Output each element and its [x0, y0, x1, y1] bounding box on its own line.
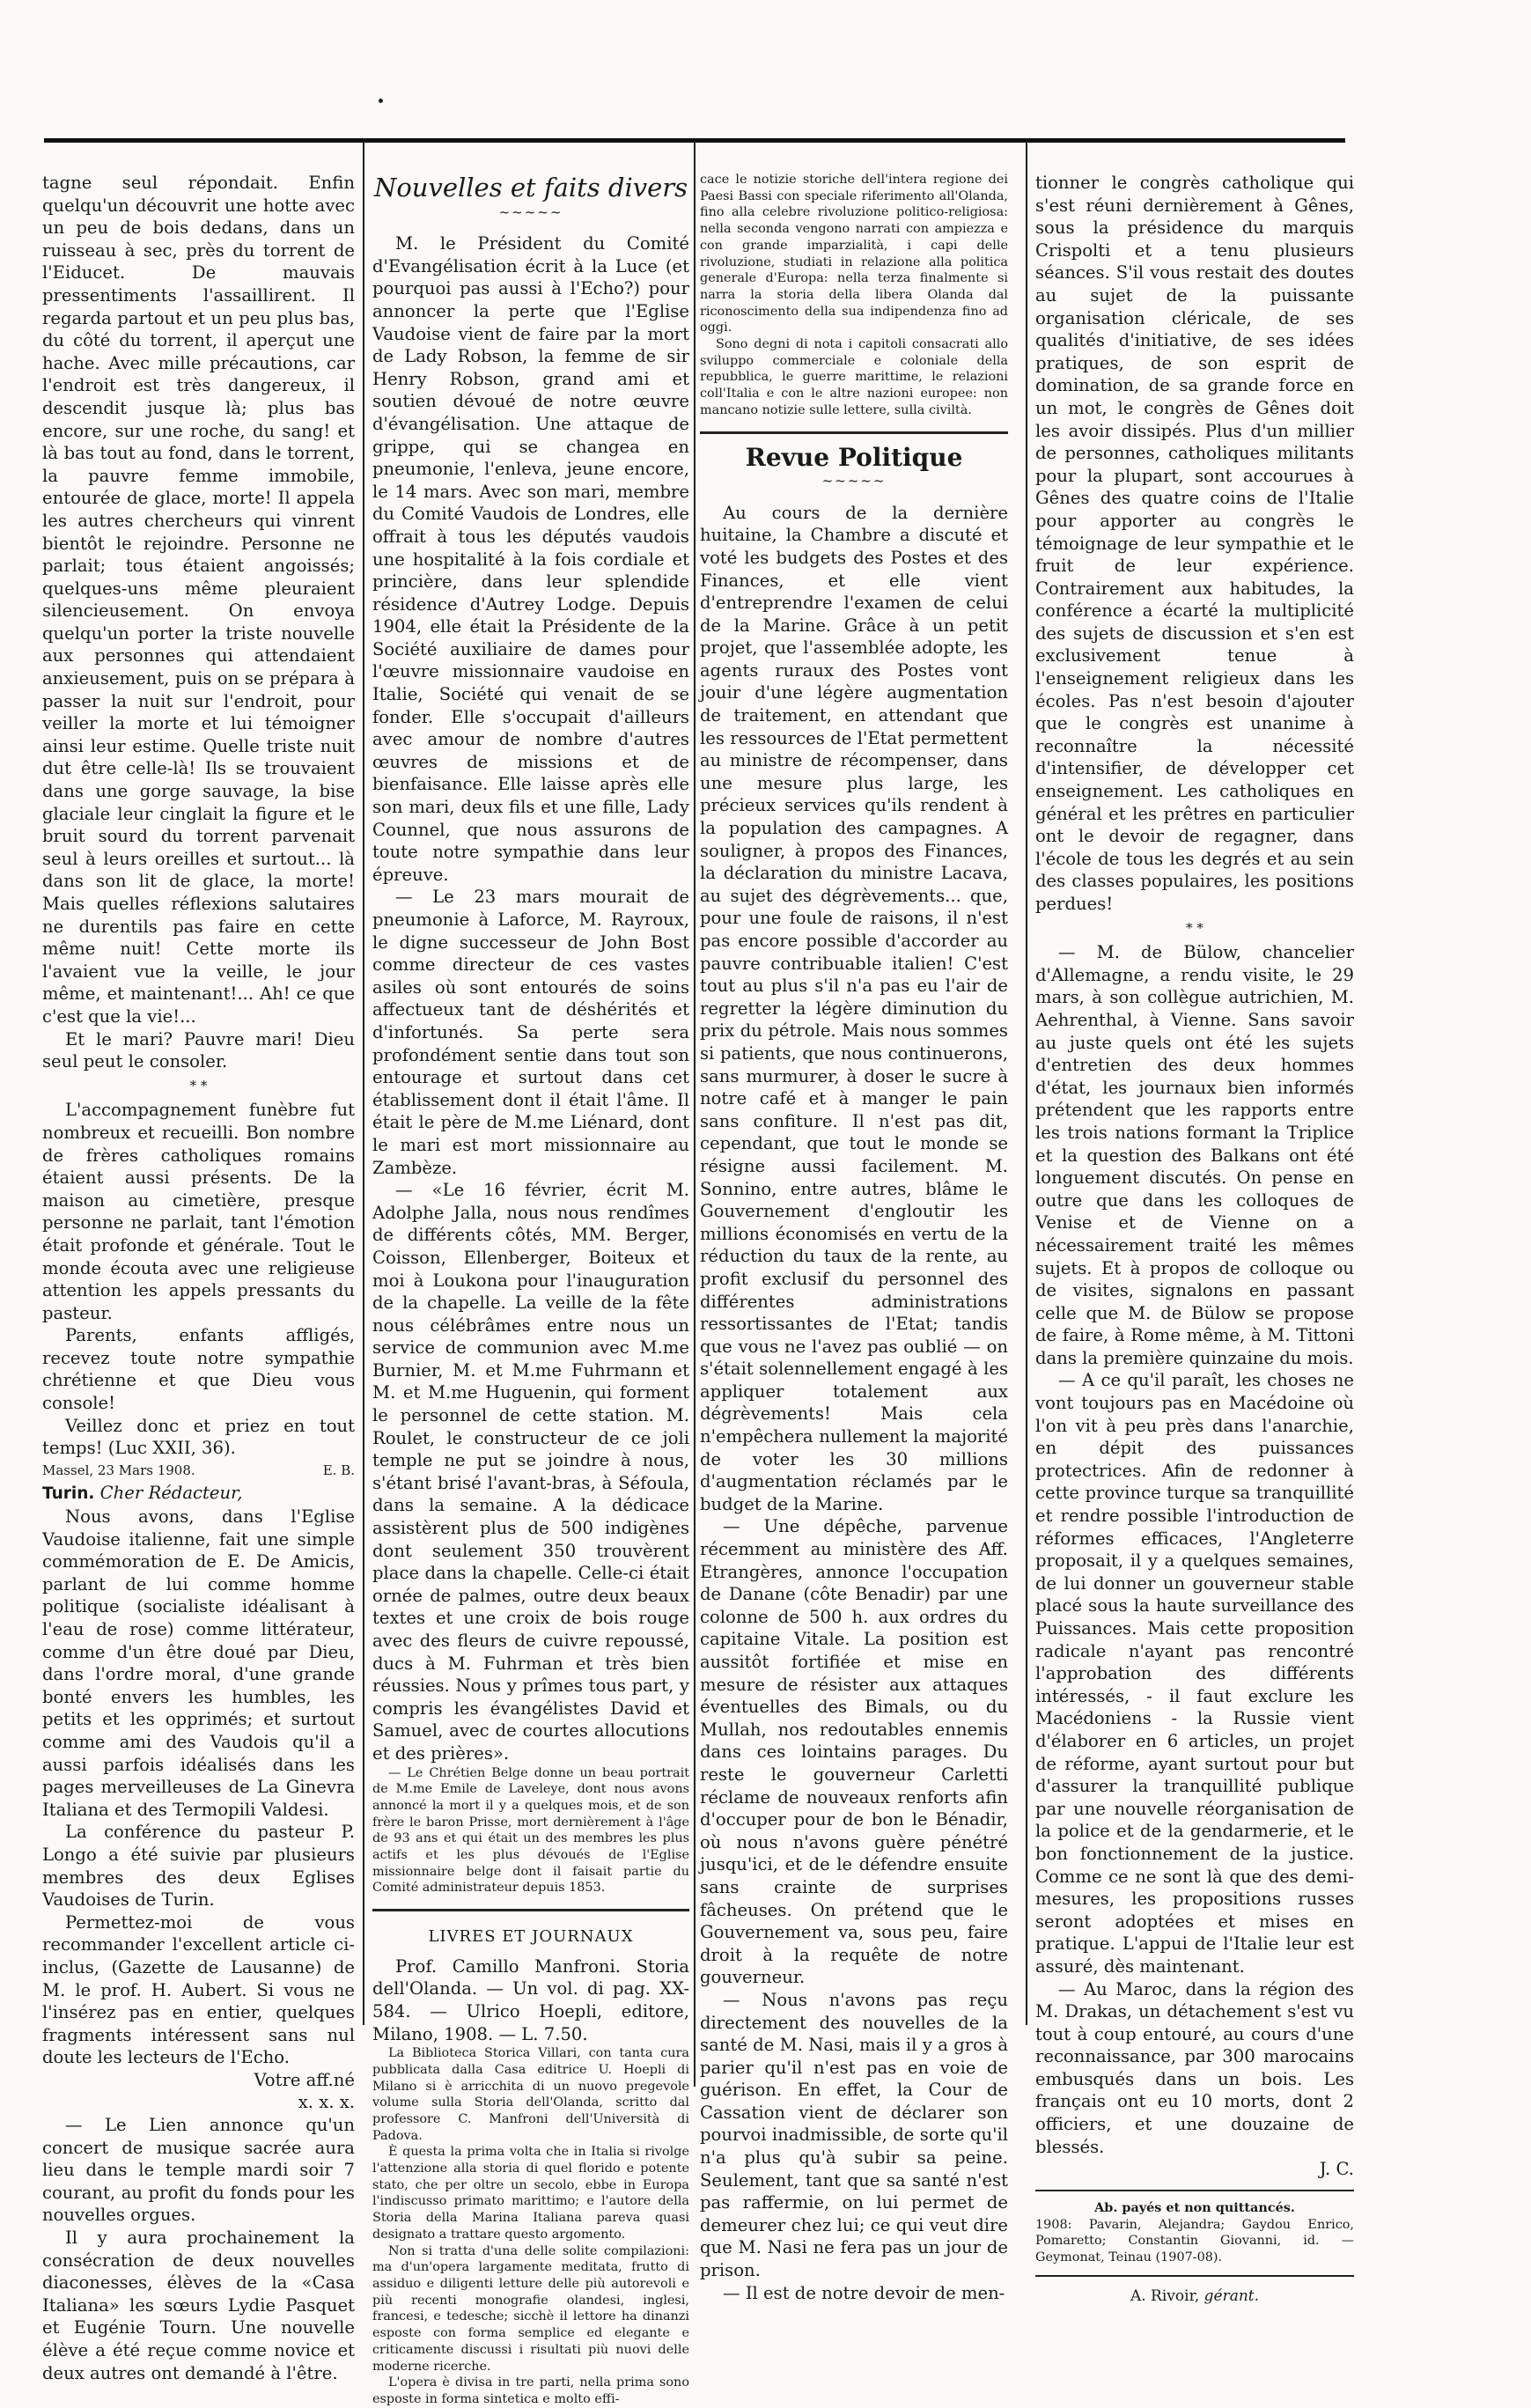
paragraph: M. le Président du Comité d'Evangélisation écrit à la Luce (et pourquoi pas aussi à l'Echo?) pour annoncer la perte que l'Eglise Vaudoise vient de faire par la mort de Lady Robson, la femme de sir Henry Robson, grand ami et soutien dévoué de notre œuvre d'évangélisation. Une attaque de grippe, qui se changea en pneumonie, l'enleva, jeune encore, le 14 mars. Avec son mari, membre du Comité Vaudois de Londres, elle offrait à tous les députés vaudois une hospitalité à la fois cordiale et princière, dans leur splendide résidence d'Autrey Lodge. Depuis 1904, elle était la Présidente de la Société auxiliaire de dames pour l'œuvre missionnaire vaudoise en Italie, Société qui venait de se fonder. Elle s'occupait d'ailleurs avec amour de nombre d'autres œuvres de missions et de bienfaisance. Elle laisse après elle son mari, deux fils et une fille, Lady Counnel, que nous assurons de toute notre sympathie dans leur épreuve. — [372, 233, 689, 885]
closing: Votre aff.né — [254, 2069, 355, 2090]
paragraph: — A ce qu'il paraît, les choses ne vont toujours pas en Macédoine où l'on vit à peu près dans l'anarchie, en dépit des puissances protectrices. Afin de redonner à cette province turque sa tranquillité et rendre possible l'introduction de réformes efficaces, l'Angleterre proposait, il y a quelques semaines, de lui donner un gouverneur stable placé sous la haute surveillance des Puissances. Mais cette proposition radicale n'ayant pas rencontré l'approbation des différents intéressés, - il faut exclure les Macédoniens - la Russie vient d'élaborer en 6 articles, un projet de réforme, ayant surtout pour but d'assurer la tranquillité publique par une nouvelle réorganisation de la police et de la gendarmerie, et le bon fonctionnement de la justice. Comme ce ne sont là que des demi-mesures, les propositions russes seront adoptées et mises en pratique. L'appui de l'Italie leur est assuré, dès maintenant. — [1035, 1370, 1354, 1977]
gerant-name: A. Rivoir, — [1130, 2286, 1200, 2305]
paragraph: — Le Lien annonce qu'un concert de musique sacrée aura lieu dans le temple mardi soir 7 courant, au profit du fonds pour les nouvelles orgues. — [42, 2115, 355, 2226]
paragraph: L'accompagnement funèbre fut nombreux et recueilli. Bon nombre de frères catholiques romains étaient aussi présents. De la maison au cimetière, presque personne ne parlait, tant l'émotion était profonde et générale. Tout le monde écouta avec une religieuse attention les appels pressants du pasteur. — [42, 1100, 355, 1323]
signature-place: Massel, 23 Mars 1908. — [42, 1462, 195, 1478]
book-title: Prof. Camillo Manfroni. Storia dell'Olanda. — Un vol. di pag. XX-584. — Ulrico Hoepli, editore, Milano, 1908. — L. 7.50. — [372, 1955, 689, 2044]
paragraph: — «Le 16 février, écrit M. Adolphe Jalla, nous nous rendîmes de différents côtés, MM. Berger, Coisson, Ellenberger, Boiteux et moi à Loukona pour l'inauguration de la chapelle. La veille de la fête nous célébrâmes entre nous un service de communion avec M.me Burnier, M. et M.me Fuhrmann et M. et M.me Huguenin, qui forment le personnel de cette station. M. Roulet, le constructeur de ce joli temple ne put se joindre à nous, s'étant brisé l'avant-bras, à Séfoula, dans la semaine. A la dédicace assistèrent plus de 500 indigènes dont seulement 350 trouvèrent place dans la chapelle. Celle-ci était ornée de palmes, outre deux beaux textes et une croix de bois rouge avec des fleurs de cuivre repoussé, ducs à M. Fuhrman et très bien réussies. Nous y prîmes tous part, y compris les évangélistes David et Samuel, avec de courtes allocutions et des prières». — [372, 1180, 689, 1764]
paragraph: Et le mari? Pauvre mari! Dieu seul peut le consoler. — [42, 1028, 355, 1072]
paragraph: tionner le congrès catholique qui s'est réuni dernièrement à Gênes, sous la présidence du marquis Crispolti et a tenu plusieurs séances. S'il vous restait des doutes au sujet de la puissante organisation cléricale, de ses qualités d'initiative, de ses idées pratiques, de son esprit de domination, de sa grande force en un mot, le congrès de Gênes doit les avoir dissipés. Plus d'un millier de personnes, catholiques militants pour la plupart, sont accourues à Gênes des quatre coins de l'Italie pour apporter au congrès le témoignage de leur sympathie et le fruit de leur expérience. Contrairement aux habitudes, la conférence a écarté la multiplicité des sujets de discussion et s'en est exclusivement tenue à l'enseignement religieux dans les écoles. Pas n'est besoin d'ajouter que le congrès est unanime à reconnaître la nécessité d'intensifier, de développer cet enseignement. Les catholiques en général et les prêtres en particulier ont le devoir de regagner, dans l'école de tous les degrés et au sein des classes populaires, les positions perdues! — [1035, 173, 1354, 914]
section-heading-revue: Revue Politique — [745, 442, 963, 472]
paragraph: Veillez donc et priez en tout temps! (Luc XXII, 36). — [42, 1415, 355, 1459]
signature-initials: E. B. — [322, 1462, 355, 1478]
article-signature: J. C. — [1319, 2159, 1354, 2180]
paragraph: — Le Chrétien Belge donne un beau portrait de M.me Emile de Laveleye, dont nous avons annoncé la mort il y a quelques mois, et de son frère le baron Prisse, mort dernièrement à l'âge de 93 ans et qui était un des membres les plus actifs et les plus dévoués de l'Eglise missionnaire belge dont il faisait partie du Comité administrateur depuis 1853. — [372, 1765, 689, 1896]
gerant-title: gérant. — [1203, 2286, 1260, 2305]
turin-salutation: Cher Rédacteur, — [99, 1483, 243, 1504]
paragraph: Au cours de la dernière huitaine, la Chambre a discuté et voté les budgets des Postes et des Finances, et elle vient d'entreprendre l'examen de celui de la Marine. Grâce à un petit projet, que l'assemblée adopte, les agents ruraux des Postes vont jouir d'une légère augmentation de traitement, en attendant que les ressources de l'Etat permettent au ministre de récompenser, dans une mesure plus large, les précieux services qu'ils rendent à la population des campagnes. A souligner, à propos des Finances, la déclaration du ministre Lacava, au sujet des dégrèvements... que, pour une foule de raisons, il n'est pas encore possible d'accorder au pauvre contribuable italien! C'est tout au plus s'il n'a pas eu l'air de regretter la légère diminution du prix du pétrole. Mais nous sommes si patients, que nous continuerons, sans murmurer, à doser le sucre à notre café et à manger le pain sans confiture. Il n'est pas dit, cependant, que tout le monde se résigne aussi facilement. M. Sonnino, entre autres, blâme le Gouvernement d'engloutir les millions économisés en vertu de la réduction du taux de la rente, au profit exclusif du personnel des différentes administrations ressortissantes de l'Etat; tandis que vous ne l'avez pas oublié — on s'était solennellement engagé à les appliquer totalement aux dégrèvements! Mais cela n'empêchera nullement la majorité de voter les 30 millions d'augmentation réclamés par le budget de la Marine. — [700, 502, 1008, 1514]
small-print-block — [372, 1765, 689, 1897]
signature-line — [42, 1460, 355, 1483]
paragraph: — Au Maroc, dans la région des M. Drakas, un détachement s'est vu tout à coup entouré, au cours d'une reconnaissance, par 300 marocains embusqués dans un bois. Les français ont eu 10 morts, dont 2 officiers, et une douzaine de blessés. — [1035, 1978, 1354, 2157]
paragraph: Parents, enfants affligés, recevez toute notre sympathie chrétienne et que Dieu vous console! — [42, 1325, 355, 1414]
column-3 — [700, 172, 1008, 2304]
paragraph: Il y aura prochainement la consécration de deux nouvelles diaconesses, élèves de la «Casa Italiana» les sœurs Lydie Pasquet et Eugénie Tourn. Une nouvelle élève a été reçue comme novice et deux autres ont demandé à l'être. — [42, 2228, 355, 2383]
column-1 — [42, 172, 355, 2384]
page-mark — [379, 99, 383, 103]
subscriptions-heading: Ab. payés et non quittancés. — [1094, 2199, 1295, 2215]
book-review — [372, 2045, 689, 2407]
paragraph: — Le 23 mars mourait de pneumonie à Laforce, M. Rayroux, le digne successeur de John Bost comme directeur de ces vastes asiles où sont entourés de soins affectueux tant de déshérités et d'infortunés. Sa perte sera profondément sentie dans tout son entourage et surtout dans cet établissement dont il était l'âme. Il était le père de M.me Liénard, dont le mari est mort missionnaire au Zambèze. — [372, 887, 689, 1178]
paragraph: La Biblioteca Storica Villari, con tanta cura pubblicata dalla Casa editrice U. Hoepli di Milano si è arricchita di un nuovo pregevole volume sulla Storia dell'Olanda, scritto dal professore C. Manfroni dell'Università di Padova. — [372, 2046, 689, 2143]
paragraph: L'opera è divisa in tre parti, nella prima sono esposte in forma sintetica e molto effi- — [372, 2375, 689, 2406]
column-4 — [1035, 172, 1354, 2308]
section-heading-livres: LIVRES ET JOURNAUX — [428, 1927, 634, 1947]
section-rule — [1035, 2190, 1354, 2191]
column-rule-2 — [694, 141, 696, 2087]
paragraph: Sono degni di nota i capitoli consacrati allo sviluppo commerciale e coloniale della repubblica, le guerre marittime, le relazioni coll'Italia e con le altre nazioni europee: non mancano notizie sulle lettere, sulla civiltà. — [700, 337, 1008, 417]
section-rule — [372, 1909, 689, 1911]
ornament: ~~~~~ — [498, 203, 563, 220]
section-stars: * * — [1186, 919, 1203, 936]
section-heading-nouvelles: Nouvelles et faits divers — [373, 173, 688, 203]
paragraph: Non si tratta d'una delle solite compilazioni: ma d'un'opera largamente meditata, frutto di assiduo e diligenti letture delle più autorevoli e più recenti monografie olandesi, inglesi, francesi, e tedesche; sicchè il lettore ha dinanzi esposte con forma semplice ed elegante e criticamente discussi i risultati più nuovi delle moderne ricerche. — [372, 2243, 689, 2374]
column-2 — [372, 172, 689, 2408]
paragraph: — Il est de notre devoir de men- — [723, 2282, 1005, 2303]
paragraph: Permettez-moi de vous recommander l'excellent article ci-inclus, (Gazette de Lausanne) de M. le prof. H. Aubert. Si vous ne l'insérez pas en entier, quelques fragments intéressent sans nul doute les lecteurs de l'Echo. — [42, 1911, 355, 2068]
paragraph: Nous avons, dans l'Eglise Vaudoise italienne, fait une simple commémoration de E. De Amicis, parlant de lui comme homme politique (socialiste idéalisant à l'eau de rose) comme littérateur, comme d'un être doué par Dieu, dans l'ordre moral, d'une grande bonté envers les humbles, les petits et les opprimés; et surtout comme ami des Vaudois qu'il a aussi parfois idéalisés dans les pages merveilleuses de La Ginevra Italiana et des Termopili Valdesi. — [42, 1506, 355, 1820]
column-rule-1 — [363, 141, 364, 2025]
paragraph: cace le notizie storiche dell'intera regione dei Paesi Bassi con speciale riferimento all'Olanda, fino alla celebre rivoluzione politico-religiosa: nella seconda vengono narrati con ampiezza e con grande imparzialità, i capi delle rivoluzione, studiati in relazione alla politica generale d'Europa: nella terza finalmente si narra la storia della libera Olanda dal riconoscimento della sua indipendenza fino ad oggi. — [700, 173, 1008, 335]
column-rule-3 — [1026, 141, 1027, 2025]
section-stars: * * — [189, 1077, 208, 1094]
turin-place: Turin. — [42, 1484, 95, 1504]
paragraph: — Une dépêche, parvenue récemment au ministère des Aff. Etrangères, annonce l'occupation de Danane (côte Benadir) par une colonne de 500 h. aux ordres du capitaine Vitale. La position est aussitôt fortifiée et mise en mesure de résister aux attaques éventuelles des Bimals, ou du Mullah, nos redoutables ennemis dans ces lointains parages. Du reste le gouverneur Carletti réclame de nouveaux renforts afin d'occuper pour de bon le Bénadir, où nous n'avons guère pénétré jusqu'ici, et de le défendre ensuite sans crainte de surprises fâcheuses. On prétend que le Gouvernement va, sous peu, faire droit à la requête de notre gouverneur. — [700, 1516, 1008, 1988]
section-rule — [700, 431, 1008, 434]
publisher-line — [1035, 2286, 1354, 2309]
book-review-continued — [700, 172, 1008, 419]
ornament: ~~~~~ — [821, 473, 887, 490]
paragraph: È questa la prima volta che in Italia si rivolge l'attenzione alla storia di quel florido e potente stato, che per oltre un secolo, ebbe in Europa l'indiscusso primato marittimo; e l'autore della Storia della Marina Italiana pareva quasi designato a trattare questo argomento. — [372, 2145, 689, 2242]
turin-heading — [42, 1482, 355, 1506]
paragraph: — M. de Bülow, chancelier d'Allemagne, a rendu visite, le 29 mars, à son collègue autrichien, M. Aehrenthal, à Vienne. Sans savoir au juste quels ont été les sujets d'entretien des deux hommes d'état, les journaux bien informés prétendent que les rapports entre les trois nations formant la Triplice et la question des Balkans ont été longuement discutés. On pense en outre que dans les colloques de Venise et de Vienne on a nécessairement traité les mêmes sujets. Et à propos de colloque ou de visites, signalons en passant celle que M. de Bülow se propose de faire, à Rome même, à M. Tittoni dans la première quinzaine du mois. — [1035, 942, 1354, 1368]
section-rule — [1035, 2275, 1354, 2277]
paragraph: La conférence du pasteur P. Longo a été suivie par plusieurs membres des deux Eglises Vaudoises de Turin. — [42, 1822, 355, 1911]
subscriptions-list: 1908: Pavarin, Alejandra; Gaydou Enrico, Pomaretto; Constantin Giovanni, id. — Geymonat, Teinau (1907-08). — [1035, 2217, 1354, 2264]
paragraph: — Nous n'avons pas reçu directement des nouvelles de la santé de M. Nasi, mais il y a gros à parier qu'il n'est pas en voie de guérison. En effet, la Cour de Cassation vient de déclarer son pourvoi inadmissible, de sorte qu'il n'a plus qu'à subir sa peine. Seulement, tant que sa santé n'est pas raffermie, on lui permet de demeurer chez lui; ce qui veut dire que M. Nasi ne fera pas un jour de prison. — [700, 1989, 1008, 2281]
closing-signature: x. x. x. — [298, 2092, 355, 2113]
paragraph: tagne seul répondait. Enfin quelqu'un découvrit une hotte avec un peu de bois dedans, dans un ruisseau à sec, près du torrent de l'Eiducet. De mauvais pressentiments l'assaillirent. Il regarda partout et un peu plus bas, du côté du torrent, il aperçut une hache. Avec mille précautions, car l'endroit est très dangereux, il descendit jusque là; plus bas encore, sur une roche, du sang! et là bas tout au fond, dans le torrent, la pauvre femme immobile, entourée de glace, morte! Il appela les autres chercheurs qui vinrent bientôt le rejoindre. Personne ne parlait; tous étaient angoissés; quelques-uns même pleuraient silencieusement. On envoya quelqu'un porter la triste nouvelle aux personnes qui attendaient anxieusement, puis on se prépara à passer la nuit sur l'endroit, pour veiller la morte et lui témoigner ainsi leur estime. Quelle triste nuit dut être celle-là! Ils se trouvaient dans une gorge sauvage, la bise glaciale leur cinglait la figure et le bruit sourd du torrent parvenait seul à leurs oreilles et surtout... là dans son lit de glace, la morte! Mais quelles réflexions salutaires ne durentils pas faire en cette même nuit! Cette morte ils l'avaient vue la veille, le jour même, et maintenant!... Ah! ce que c'est que la vie!... — [42, 173, 355, 1027]
